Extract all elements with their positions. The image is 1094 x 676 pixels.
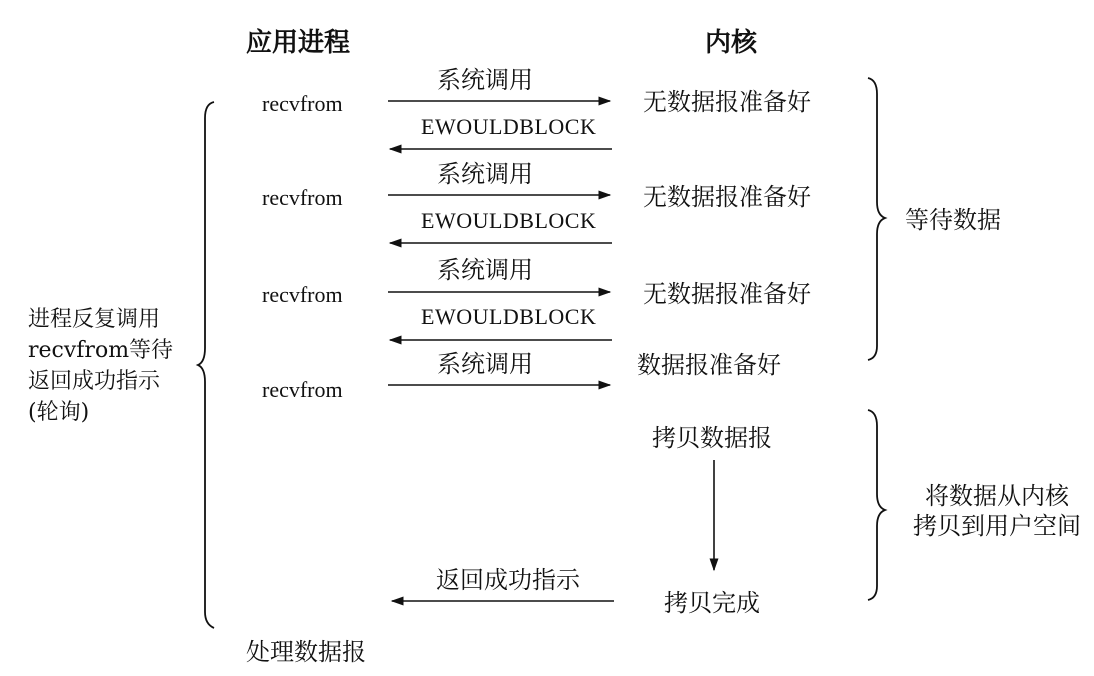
kernel-header: 内核 — [705, 28, 758, 58]
wait-data-label: 等待数据 — [905, 206, 1001, 234]
syscall-label: 系统调用 — [437, 256, 533, 284]
no-datagram-ready: 无数据报准备好 — [643, 280, 811, 308]
polling-note-line: 进程反复调用 — [28, 307, 161, 332]
ewouldblock-label: EWOULDBLOCK — [421, 304, 597, 329]
copy-phase-line2: 拷贝到用户空间 — [913, 512, 1081, 540]
recvfrom-call: recvfrom — [262, 185, 343, 210]
ewouldblock-label: EWOULDBLOCK — [421, 208, 597, 233]
app-process-header: 应用进程 — [246, 28, 351, 58]
ewouldblock-label: EWOULDBLOCK — [421, 114, 597, 139]
syscall-label: 系统调用 — [437, 66, 533, 94]
no-datagram-ready: 无数据报准备好 — [643, 88, 811, 116]
recvfrom-call: recvfrom — [262, 91, 343, 116]
copy-complete: 拷贝完成 — [664, 589, 760, 617]
recvfrom-call: recvfrom — [262, 377, 343, 402]
copy-brace — [868, 410, 885, 600]
process-datagram: 处理数据报 — [246, 638, 366, 666]
copy-datagram: 拷贝数据报 — [652, 424, 772, 452]
syscall-label: 系统调用 — [437, 160, 533, 188]
copy-phase-line1: 将数据从内核 — [925, 482, 1069, 510]
left-brace — [198, 102, 214, 628]
wait-brace — [868, 78, 885, 360]
datagram-ready: 数据报准备好 — [637, 351, 781, 379]
polling-note-line: recvfrom等待 — [28, 338, 174, 363]
return-success-label: 返回成功指示 — [436, 566, 580, 594]
polling-note-line: (轮询) — [28, 400, 90, 425]
polling-note-line: 返回成功指示 — [28, 369, 161, 394]
syscall-label: 系统调用 — [437, 350, 533, 378]
no-datagram-ready: 无数据报准备好 — [643, 183, 811, 211]
polling-note — [28, 304, 173, 428]
recvfrom-call: recvfrom — [262, 282, 343, 307]
